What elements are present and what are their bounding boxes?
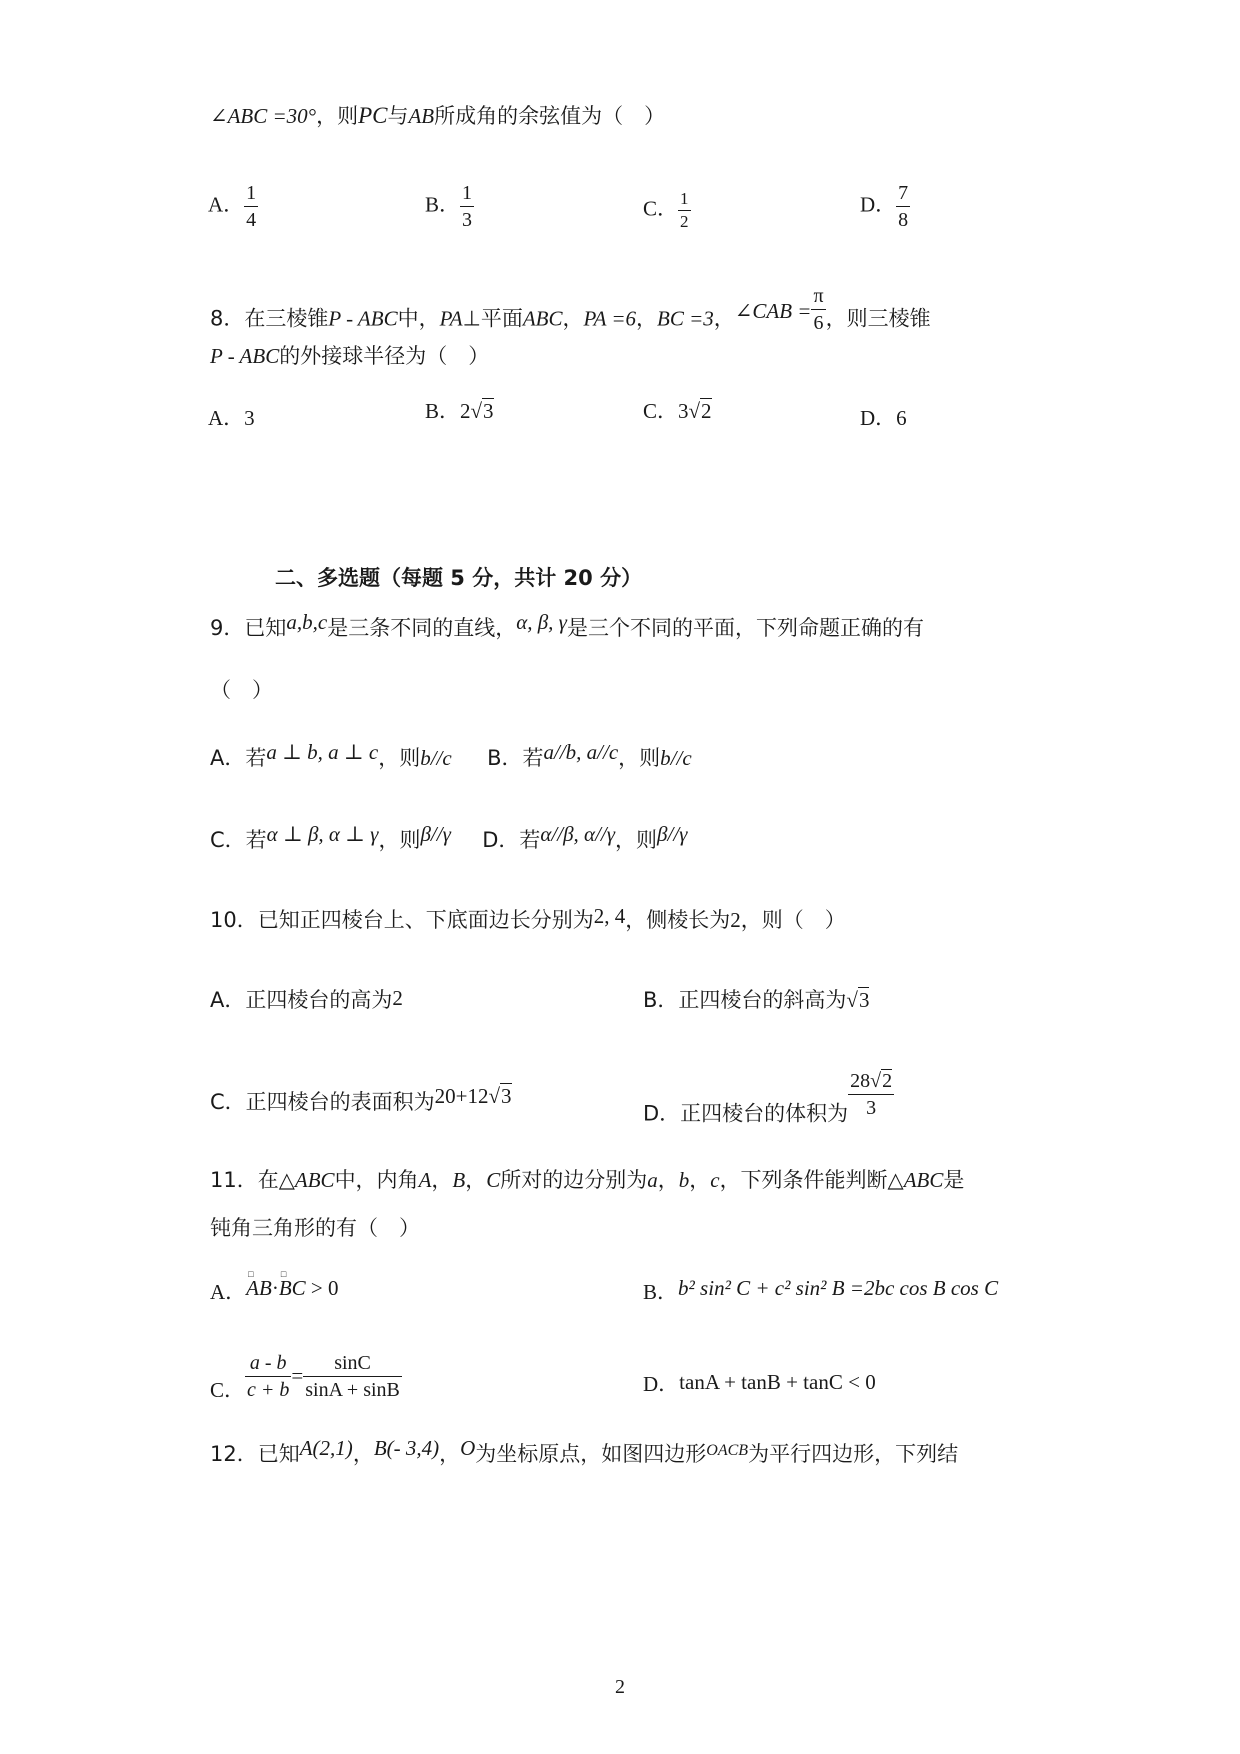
q9-option-cd-line: C．若α ⊥ β, α ⊥ γ，则β//γ D．若α//β, α//γ，则β//γ bbox=[210, 822, 688, 852]
q12-stem: 12．已知A(2,1)，B(- 3,4)，O为坐标原点，如图四边形$^{OACB}$为平行四边形，下列结 bbox=[210, 1436, 959, 1466]
q11-option-c: C． $\frac{a - b}{c + b}$ = $\frac{\sin C}{\sin A + \sin B}$ bbox=[210, 1352, 400, 1402]
q7-stem-line: ∠ABC =30°，则PC与AB所成角的余弦值为（ ） bbox=[210, 103, 666, 128]
q11-option-d: D．tanA + tanB + tanC < 0 bbox=[643, 1370, 876, 1396]
q7-angle: ∠ABC =30° bbox=[210, 104, 317, 128]
q8-stem-line1: 8．在三棱锥P - ABC中，PA⊥平面ABC，PA =6，BC =3，∠CAB = $\frac{\pi}{6}$ ，则三棱锥 bbox=[210, 285, 931, 334]
q8-option-b: B．2√3 bbox=[425, 399, 494, 423]
section-heading: 二、多选题（每题 5 分，共计 20 分） bbox=[275, 566, 643, 590]
q10-option-c: C．正四棱台的表面积为20+12√3 bbox=[210, 1084, 512, 1114]
q11-option-a: A．□ AB·□ BC > 0 bbox=[210, 1278, 339, 1306]
q11-stem-line1: 11．在△ABC中，内角A，B，C所对的边分别为a，b，c，下列条件能判断△ABC是 bbox=[210, 1168, 965, 1192]
q11-option-b: B．b² sin² C + c² sin² B =2bc cos B cos C bbox=[643, 1276, 999, 1304]
q8-option-c: C．3√2 bbox=[643, 399, 712, 423]
q10-option-a: A．正四棱台的高为2 bbox=[210, 986, 403, 1012]
page-number: 2 bbox=[615, 1676, 625, 1698]
q9-stem-line1: 9．已知a,b,c是三条不同的直线，α, β, γ是三个不同的平面，下列命题正确的有 bbox=[210, 610, 924, 640]
q10-stem: 10．已知正四棱台上、下底面边长分别为2, 4，侧棱长为2，则（ ） bbox=[210, 904, 846, 932]
q10-option-b: B．正四棱台的斜高为√3 bbox=[643, 988, 870, 1012]
q8-option-a: A．3 bbox=[208, 406, 255, 430]
q9-option-ab-line: A．若a ⊥ b, a ⊥ c，则b//c B．若a//b, a//c，则b//c bbox=[210, 740, 692, 770]
q7-option-c: C． $\frac{1}{2}$ bbox=[643, 189, 689, 231]
q7-option-d: D． $\frac{7}{8}$ bbox=[860, 182, 909, 231]
q11-stem-line2: 钝角三角形的有（ ） bbox=[210, 1216, 420, 1240]
q7-option-a: A． $\frac{1}{4}$ bbox=[208, 182, 257, 231]
q8-option-d: D．6 bbox=[860, 406, 907, 430]
q8-stem-line2: P - ABC的外接球半径为（ ） bbox=[210, 344, 490, 368]
q10-option-d: D．正四棱台的体积为 $\frac{28√2}{3}$ bbox=[643, 1070, 893, 1126]
q7-option-b: B． $\frac{1}{3}$ bbox=[425, 182, 473, 231]
q9-paren: （ ） bbox=[210, 678, 273, 702]
